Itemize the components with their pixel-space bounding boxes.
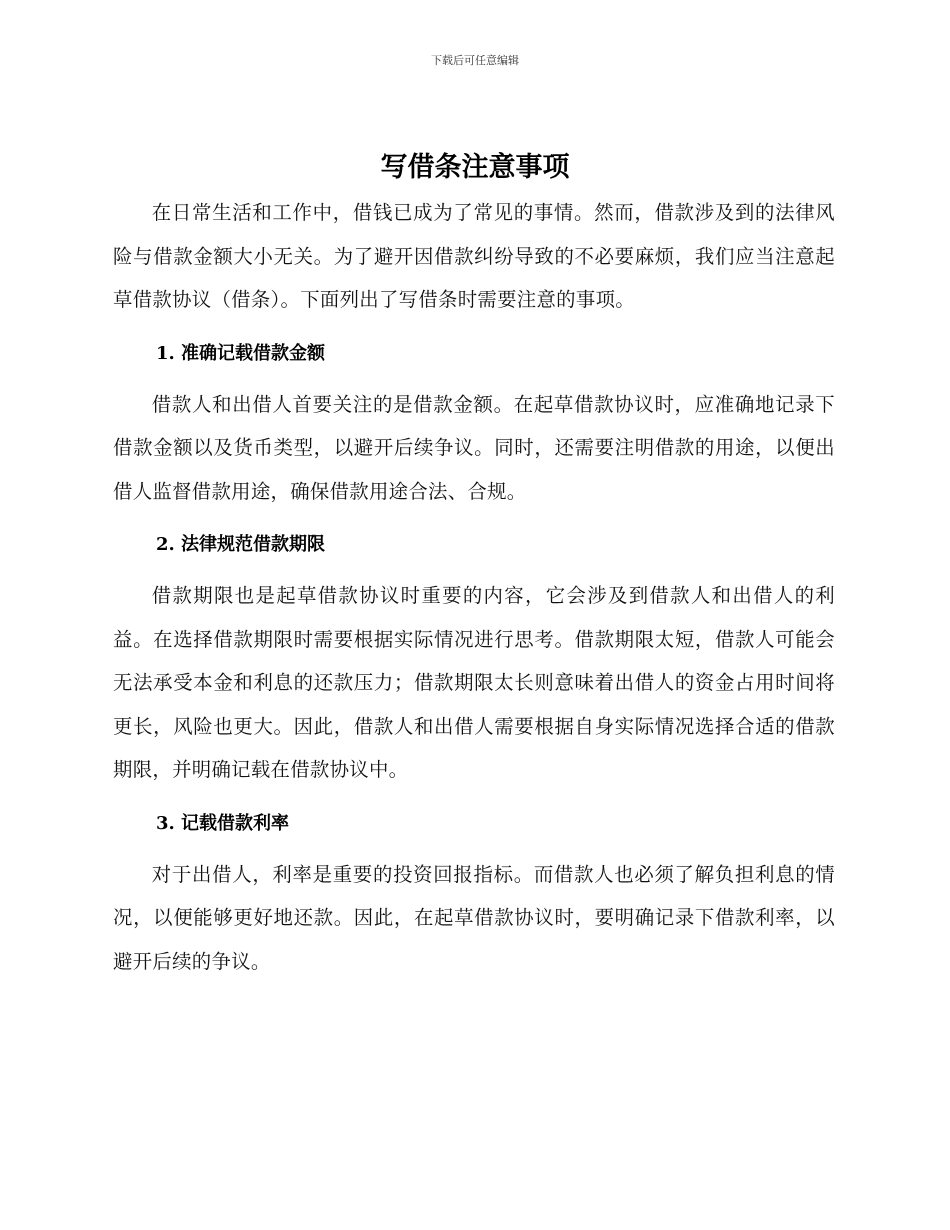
section-heading-interest-rate: 3. 记载借款利率 [156, 812, 290, 834]
intro-paragraph: 在日常生活和工作中，借钱已成为了常见的事情。然而，借款涉及到的法律风险与借款金额大小无关。为了避开因借款纠纷导致的不必要麻烦，我们应当注意起草借款协议（借条）。下面列出了写借条时需要注意的事项。 [113, 201, 835, 311]
page-header-note: 下载后可任意编辑 [431, 54, 519, 67]
document-body [113, 191, 835, 983]
section-body-loan-term: 借款期限也是起草借款协议时重要的内容，它会涉及到借款人和出借人的利益。在选择借款期限时需要根据实际情况进行思考。借款期限太短，借款人可能会无法承受本金和利息的还款压力；借款期限太长则意味着出借人的资金占用时间将更长，风险也更大。因此，借款人和出借人需要根据自身实际情况选择合适的借款期限，并明确记载在借款协议中。 [113, 584, 835, 781]
section-body-interest-rate: 对于出借人，利率是重要的投资回报指标。而借款人也必须了解负担利息的情况，以便能够更好地还款。因此，在起草借款协议时，要明确记录下借款利率，以避开后续的争议。 [113, 862, 835, 973]
section-body-loan-amount: 借款人和出借人首要关注的是借款金额。在起草借款协议时，应准确地记录下借款金额以及货币类型，以避开后续争议。同时，还需要注明借款的用途，以便出借人监督借款用途，确保借款用途合法、合规。 [113, 392, 835, 503]
section-heading-loan-amount: 1. 准确记载借款金额 [156, 342, 326, 364]
section-heading-loan-term: 2. 法律规范借款期限 [156, 534, 326, 555]
document-title: 写借条注意事项 [380, 152, 570, 183]
